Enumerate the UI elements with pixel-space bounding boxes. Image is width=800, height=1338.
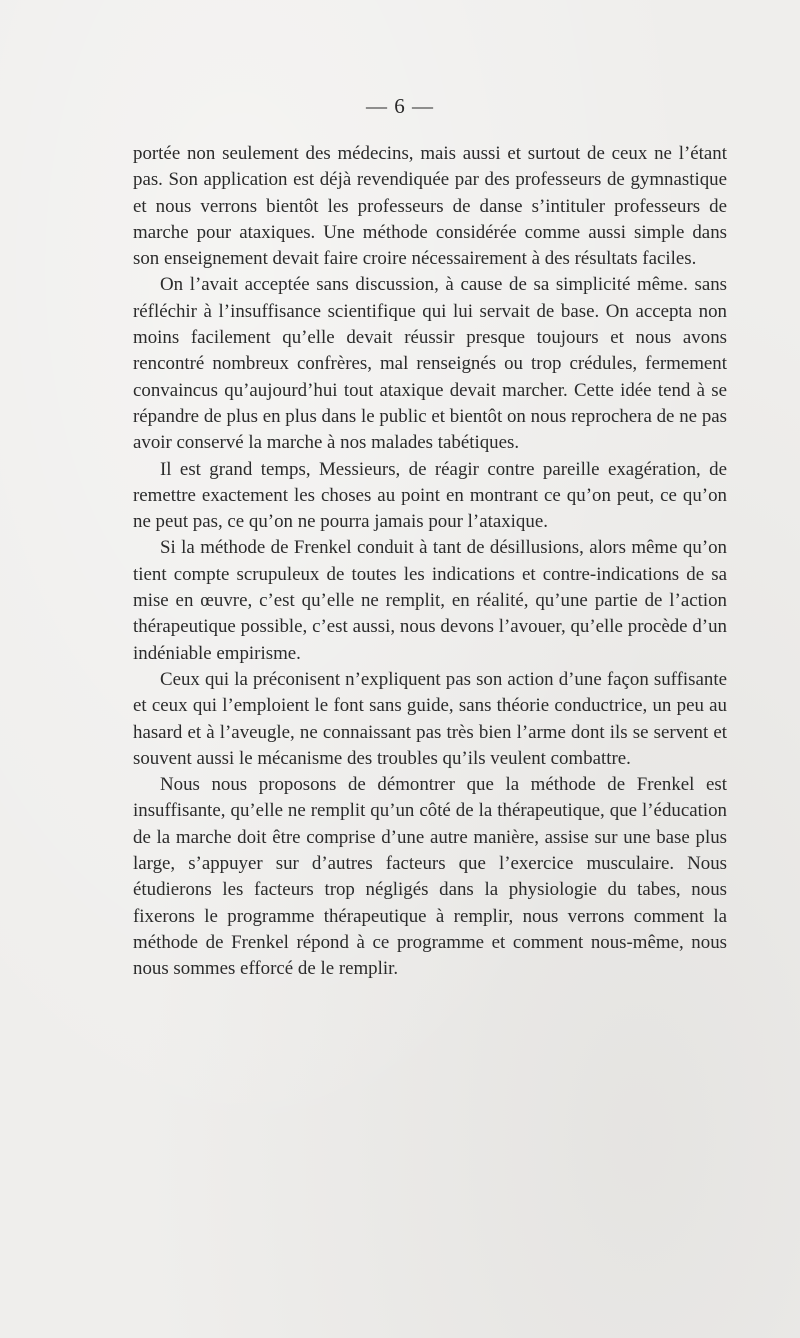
paragraph: Ceux qui la préconisent n’expliquent pas son action d’une façon suffisante et ceux qui l’emploient le font sans guide, sans théorie conductrice, un peu au hasard et à l’aveugle, ne connaissant pas très bien l’arme dont ils se servent et souvent aussi le mécanisme des troubles qu’ils veulent combattre. bbox=[133, 668, 727, 769]
paragraph: On l’avait acceptée sans discussion, à cause de sa simplicité même. sans réfléchir à l’insuffisance scientifique qui lui servait de base. On accepta non moins facilement qu’elle devait réussir presque toujours et nous avons rencontré nombreux confrères, mal renseignés ou trop crédules, fermement convaincus qu’aujourd’hui tout ataxique devait marcher. Cette idée tend à se répandre de plus en plus dans le public et bientôt on nous reprochera de ne pas avoir conservé la marche à nos malades tabétiques. bbox=[133, 274, 727, 454]
body-text bbox=[133, 141, 727, 983]
paragraph: Nous nous proposons de démontrer que la méthode de Frenkel est insuffisante, qu’elle ne remplit qu’un côté de la thérapeutique, que l’éducation de la marche doit être comprise d’une autre manière, assise sur une base plus large, s’appuyer sur d’autres facteurs que l’exercice musculaire. Nous étudierons les facteurs trop négligés dans la physiologie du tabes, nous fixerons le programme thérapeutique à remplir, nous verrons comment la méthode de Frenkel répond à ce programme et comment nous-même, nous nous sommes efforcé de le remplir. bbox=[133, 774, 727, 980]
paragraph: portée non seulement des médecins, mais aussi et surtout de ceux ne l’étant pas. Son application est déjà revendiquée par des professeurs de gymnastique et nous verrons bientôt les professeurs de danse s’intituler professeurs de marche pour ataxiques. Une méthode considérée comme aussi simple dans son enseignement devait faire croire nécessairement à des résultats faciles. bbox=[133, 143, 727, 270]
paragraph: Si la méthode de Frenkel conduit à tant de désillusions, alors même qu’on tient compte scrupuleux de toutes les indications et contre-indications de sa mise en œuvre, c’est qu’elle ne remplit, en réalité, qu’une partie de l’action thérapeutique possible, c’est aussi, nous devons l’avouer, qu’elle procède d’un indéniable empirisme. bbox=[133, 537, 727, 664]
page-number: — 6 — bbox=[366, 94, 434, 118]
paragraph: Il est grand temps, Messieurs, de réagir contre pareille exagération, de remettre exactement les choses au point en montrant ce qu’on peut, ce qu’on ne peut pas, ce qu’on ne pourra jamais pour l’ataxique. bbox=[133, 458, 727, 533]
